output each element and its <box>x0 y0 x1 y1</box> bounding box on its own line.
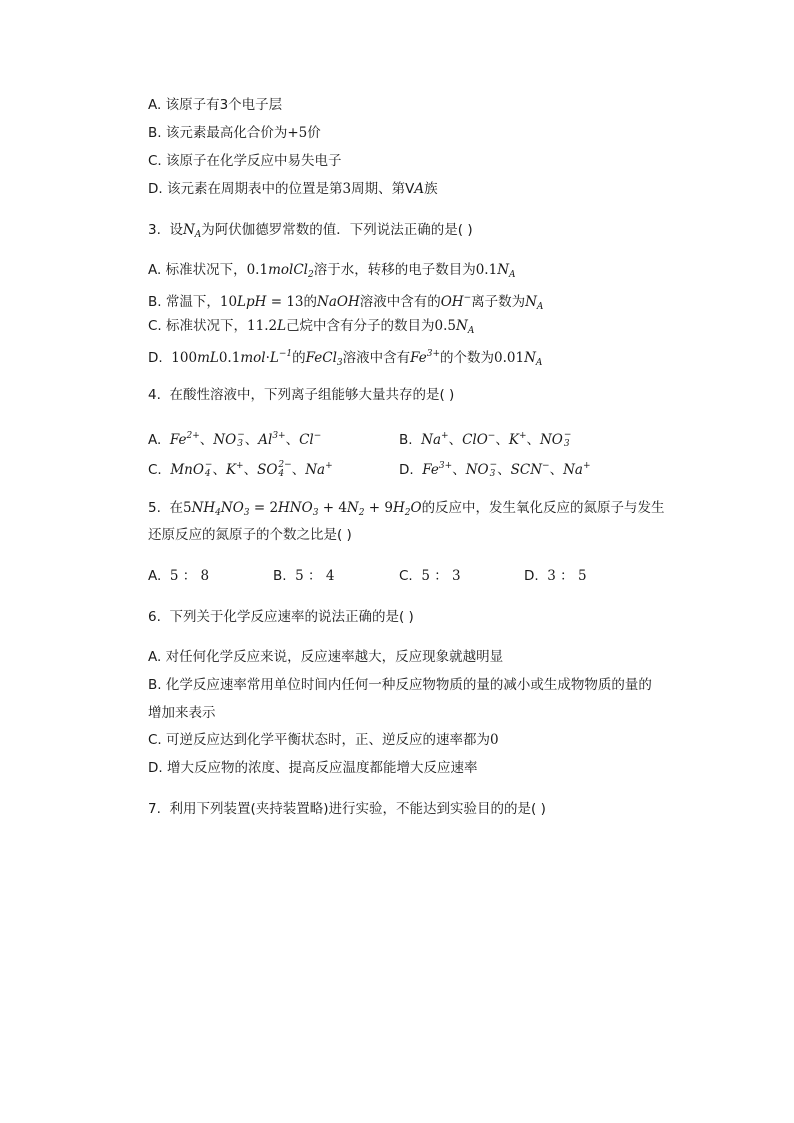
q3-option-d: D. $100mL0.1mol\cdot L^{-1}$的FeCl$_3$溶液中含有$Fe^{3+}$的个数为$0.01N_A$ <box>148 349 543 368</box>
q3-option-b: B. 常温下，10LpH = 13的NaOH溶液中含有的OH−离子数为$N_A$ <box>148 293 544 312</box>
q5-option-a: A. 5 ： 8 <box>148 568 210 584</box>
q6-option-d: D. 增大反应物的浓度、提高反应温度都能增大反应速率 <box>148 760 478 776</box>
q2-option-d: D. 该元素在周期表中的位置是第3周期、第ⅤA族 <box>148 181 438 197</box>
question-5-stem: 5. 在$5NH_4NO_3 = 2HNO_3 + 4N_2 + 9H_2O$的反应中，发生氧化反应的氮原子与发生 <box>148 500 665 518</box>
q3-option-a: A. 标准状况下，0.1molCl$_2$溶于水，转移的电子数目为$0.1N_A$ <box>148 262 516 280</box>
q6-option-b-cont: 增加来表示 <box>148 705 216 721</box>
q4-option-c: C. MnO − 4 、K+、SO 2− 4 、Na+ <box>148 460 333 479</box>
q5-option-c: C. 5 ： 3 <box>399 568 461 584</box>
q6-option-c: C. 可逆反应达到化学平衡状态时，正、逆反应的速率都为0 <box>148 732 499 748</box>
q2-option-c: C. 该原子在化学反应中易失电子 <box>148 153 342 169</box>
question-7-stem: 7. 利用下列装置(夹持装置略)进行实验，不能达到实验目的的是( ) <box>148 801 546 817</box>
q3-option-c: C. 标准状况下，11.2L己烷中含有分子的数目为$0.5N_A$ <box>148 318 475 336</box>
question-5-stem-line2: 还原反应的氮原子的个数之比是( ) <box>148 527 352 543</box>
q5-option-d: D. 3 ： 5 <box>524 568 587 584</box>
question-3-stem: 3. 设$N_A$为阿伏伽德罗常数的值．下列说法正确的是( ) <box>148 222 473 240</box>
q4-option-b: B. Na+、ClO−、K+、NO − 3 <box>399 430 572 449</box>
q6-option-a: A. 对任何化学反应来说，反应速率越大，反应现象就越明显 <box>148 649 504 665</box>
question-4-stem: 4. 在酸性溶液中，下列离子组能够大量共存的是( ) <box>148 387 455 403</box>
q2-option-b: B. 该元素最高化合价为+5价 <box>148 125 321 141</box>
q5-option-b: B. 5 ： 4 <box>273 568 335 584</box>
q6-option-b: B. 化学反应速率常用单位时间内任何一种反应物物质的量的减小或生成物物质的量的 <box>148 677 652 693</box>
q2-option-a: A. 该原子有3个电子层 <box>148 97 283 113</box>
q4-option-a: A. $Fe^{2+}$、NO − 3 、$Al^{3+}$、Cl− <box>148 430 322 449</box>
question-6-stem: 6. 下列关于化学反应速率的说法正确的是( ) <box>148 609 414 625</box>
q4-option-d: D. $Fe^{3+}$、NO − 3 、SCN−、Na+ <box>399 460 591 479</box>
